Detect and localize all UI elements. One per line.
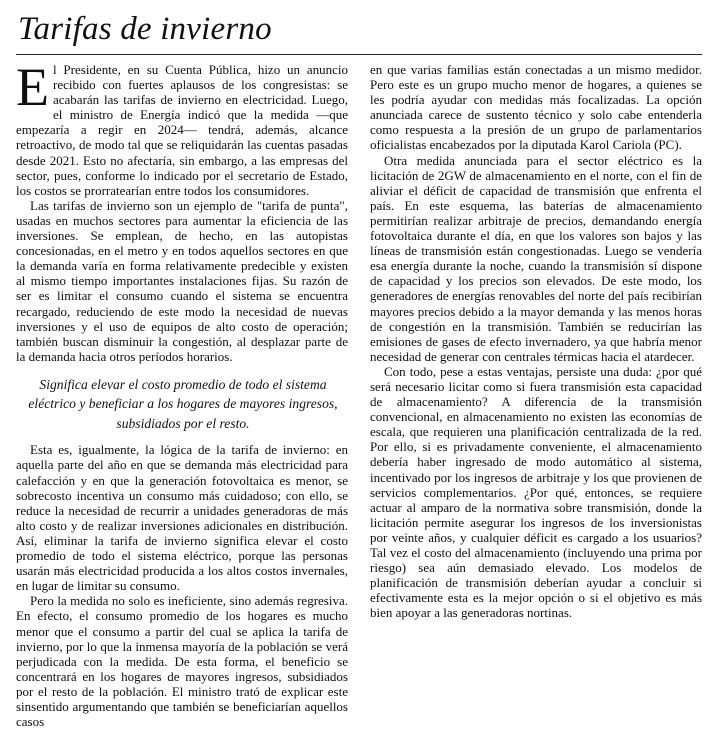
paragraph-right-3: Con todo, pese a estas ventajas, persiste una duda: ¿por qué será necesario licitar como si fuera transmisión esta capacidad de almacenamiento? A diferencia de la transmisión convencional, en almacenamiento no existen las economías de escala, que requieren una planificación centralizada de la red. Por ello, si es privadamente conveniente, el almacenamiento debería haber ingresado de modo automático al sistema, incentivado por los ingresos de arbitraje y los que provienen de servicios complementarios. ¿Por qué, entonces, se requiere actuar al amparo de la normativa sobre transmisión, donde la licitación permite asegurar los ingresos de los inversionistas por veinte años, y cualquier déficit es cargado a los usuarios? Tal vez el costo del almacenamiento (incluyendo una prima por riesgo) sea aún demasiado elevado. Los modelos de planificación de transmisión deberían ayudar a concluir si efectivamente esta es la mejor opción o si el objetivo es más bien apoyar a las generadoras nortinas. [370, 363, 702, 621]
paragraph-left-2: Las tarifas de invierno son un ejemplo de "tarifa de punta", usadas en muchos sectores para aumentar la eficiencia de las inversiones. Se emplean, de hecho, en las autopistas concesionadas, en el metro y en todos aquellos sectores en que la demanda varía en forma relativamente predecible y existen al mismo tiempo importantes instalaciones fijas. Su razón de ser es limitar el consumo cuando el sistema se encuentra recargado, reduciendo de este modo la necesidad de nuevas inversiones y el uso de equipos de alto costo de operación; también buscan disminuir la congestión, al desplazar parte de la demanda hacia otros períodos horarios. [16, 197, 348, 364]
left-column [16, 57, 348, 729]
paragraph-left-1 [16, 57, 348, 198]
paragraph-left-3: Esta es, igualmente, la lógica de la tarifa de invierno: en aquella parte del año en que se demanda más electricidad para calefacción y en que la generación fotovoltaica es menor, se sobrecosto incentiva un consumo más cuidadoso; con ello, se reduce la necesidad de recurrir a unidades generadoras de más alto costo y de realizar inversiones adicionales en distribución. Así, eliminar la tarifa de invierno significa elevar el costo promedio de todo el sistema eléctrico, porque las personas usarán más electricidad producida a los altos costos invernales, en lugar de limitar su consumo. [16, 442, 348, 594]
title-divider [16, 54, 702, 55]
paragraph-left-4: Pero la medida no solo es ineficiente, sino además regresiva. En efecto, el consumo promedio de los hogares es mucho menor que el consumo a partir del cual se aplica la tarifa de invierno, por lo que la inmensa mayoría de la población se verá perjudicada con la medida. De esta forma, el beneficio se concentrará en los hogares de mayores ingresos, subsidiados por el resto de la población. El ministro trató de explicar este sinsentido argumentando que también se beneficiarían aquellos casos [16, 593, 348, 729]
paragraph-right-2: Otra medida anunciada para el sector eléctrico es la licitación de 2GW de almacenamiento en el norte, con el fin de aliviar el déficit de capacidad de transmisión que enfrenta el país. En este esquema, las baterías de almacenamiento permitirían realizar arbitraje de precios, demandando energía fotovoltaica durante el día, en que los valores son bajos y las líneas de transmisión están congestionadas. Luego se vendería esa energía durante la noche, cuando la transmisión sí dispone de capacidad y los precios son elevados. De este modo, los generadores de energías renovables del norte del país recibirían mayores precios debido a la mayor demanda y las menos horas de congestión en la transmisión. También se reducirían las emisiones de gases de efecto invernadero, ya que habría menor necesidad de generar con centrales térmicas hacia el atardecer. [370, 152, 702, 364]
pull-quote-text: Significa elevar el costo promedio de todo el sistema eléctrico y beneficiar a los hogares de mayores ingresos, subsidiados por el resto. [28, 376, 338, 431]
paragraph-right-1: en que varias familias están conectadas a un mismo medidor. Pero este es un grupo mucho menor de hogares, a quienes se les podría ayudar con medidas más focalizadas. La opción anunciada carece de sustento técnico y solo cabe entenderla como respuesta a la presión de un grupo de parlamentarios oficialistas encabezados por la diputada Karol Cariola (PC). [370, 62, 702, 153]
article-columns [16, 57, 702, 729]
right-column [370, 62, 702, 620]
pull-quote [16, 373, 348, 436]
page-title: Tarifas de invierno [18, 11, 272, 47]
drop-cap: E [16, 57, 49, 117]
paragraph-left-1-text: l Presidente, en su Cuenta Pública, hizo un anuncio recibido con fuertes aplausos de los congresistas: se acabarán las tarifas de invierno en electricidad. Luego, el ministro de Energía indicó que la medida —que empezaría a regir en 2024— tendrá, además, alcance retroactivo, de modo tal que se reliquidarán las cuentas pasadas desde 2021. Esto no afectaría, sin embargo, a las empresas del sector, pues, conforme lo indicado por el secretario de Estado, los costos se prorratearían entre todos los consumidores. [16, 62, 348, 198]
